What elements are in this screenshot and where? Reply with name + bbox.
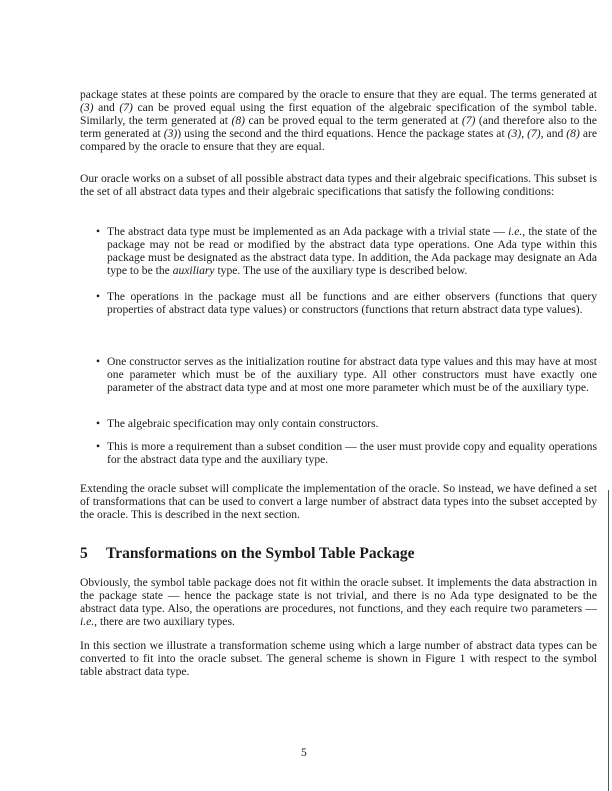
list-item-spec-constructors: • The algebraic specification may only contain constructors.	[96, 417, 379, 430]
paragraph-oracle-subset: Our oracle works on a subset of all possible abstract data types and their algebraic specifications. This subset is the set of all abstract data types and their algebraic specifications that satisfy the following conditions:	[80, 172, 597, 199]
scan-edge-line	[608, 490, 609, 791]
paragraph-transformation-scheme: In this section we illustrate a transformation scheme using which a large number of abstract data types can be converted to fit into the oracle subset. The general scheme is shown in Figure 1 with respect to the symbol table abstract data type.	[80, 639, 597, 679]
section-title: Transformations on the Symbol Table Package	[106, 545, 415, 562]
bullet-icon: •	[96, 225, 101, 238]
bullet-icon: •	[96, 355, 101, 368]
section-number: 5	[80, 545, 88, 562]
list-item-constructors: • One constructor serves as the initialization routine for abstract data type values and this may have at most one parameter which must be of the auxiliary type. All other constructors must have exactly one parameter of the abstract data type and at most one more parameter which must be of the auxiliary type.	[96, 355, 597, 395]
section-heading	[80, 545, 414, 563]
paragraph-oracle-states: package states at these points are compared by the oracle to ensure that they are equal. The terms generated at (3) and (7) can be proved equal using the first equation of the algebraic specification of the symbol table. Similarly, the term generated at (8) can be proved equal to the term generated at (7) (and therefore also to the term generated at (3)) using the second and the third equations. Hence the package states at (3), (7), and (8) are compared by the oracle to ensure that they are equal.	[80, 88, 597, 154]
bullet-icon: •	[96, 440, 101, 453]
paragraph-extending-subset: Extending the oracle subset will complicate the implementation of the oracle. So instead, we have defined a set of transformations that can be used to convert a large number of abstract data types into the subset accepted by the oracle. This is described in the next section.	[80, 482, 597, 522]
list-item-trivial-state: • The abstract data type must be implemented as an Ada package with a trivial state — i.e., the state of the package may not be read or modified by the abstract data type operations. One Ada type within this package must be designated as the abstract data type. In addition, the Ada package may designate an Ada type to be the auxiliary type. The use of the auxiliary type is described below.	[96, 225, 597, 278]
list-item-functions: • The operations in the package must all be functions and are either observers (functions that query properties of abstract data type values) or constructors (functions that return abstract data type values).	[96, 290, 597, 317]
paragraph-symbol-table: Obviously, the symbol table package does not fit within the oracle subset. It implements the data abstraction in the package state — hence the package state is not trivial, and there is no Ada type designated to be the abstract data type. Also, the operations are procedures, not functions, and they each require two parameters — i.e., there are two auxiliary types.	[80, 576, 597, 629]
list-item-copy-equality: • This is more a requirement than a subset condition — the user must provide copy and equality operations for the abstract data type and the auxiliary type.	[96, 440, 597, 467]
page-number: 5	[301, 746, 307, 759]
bullet-icon: •	[96, 417, 101, 430]
bullet-icon: •	[96, 290, 101, 303]
